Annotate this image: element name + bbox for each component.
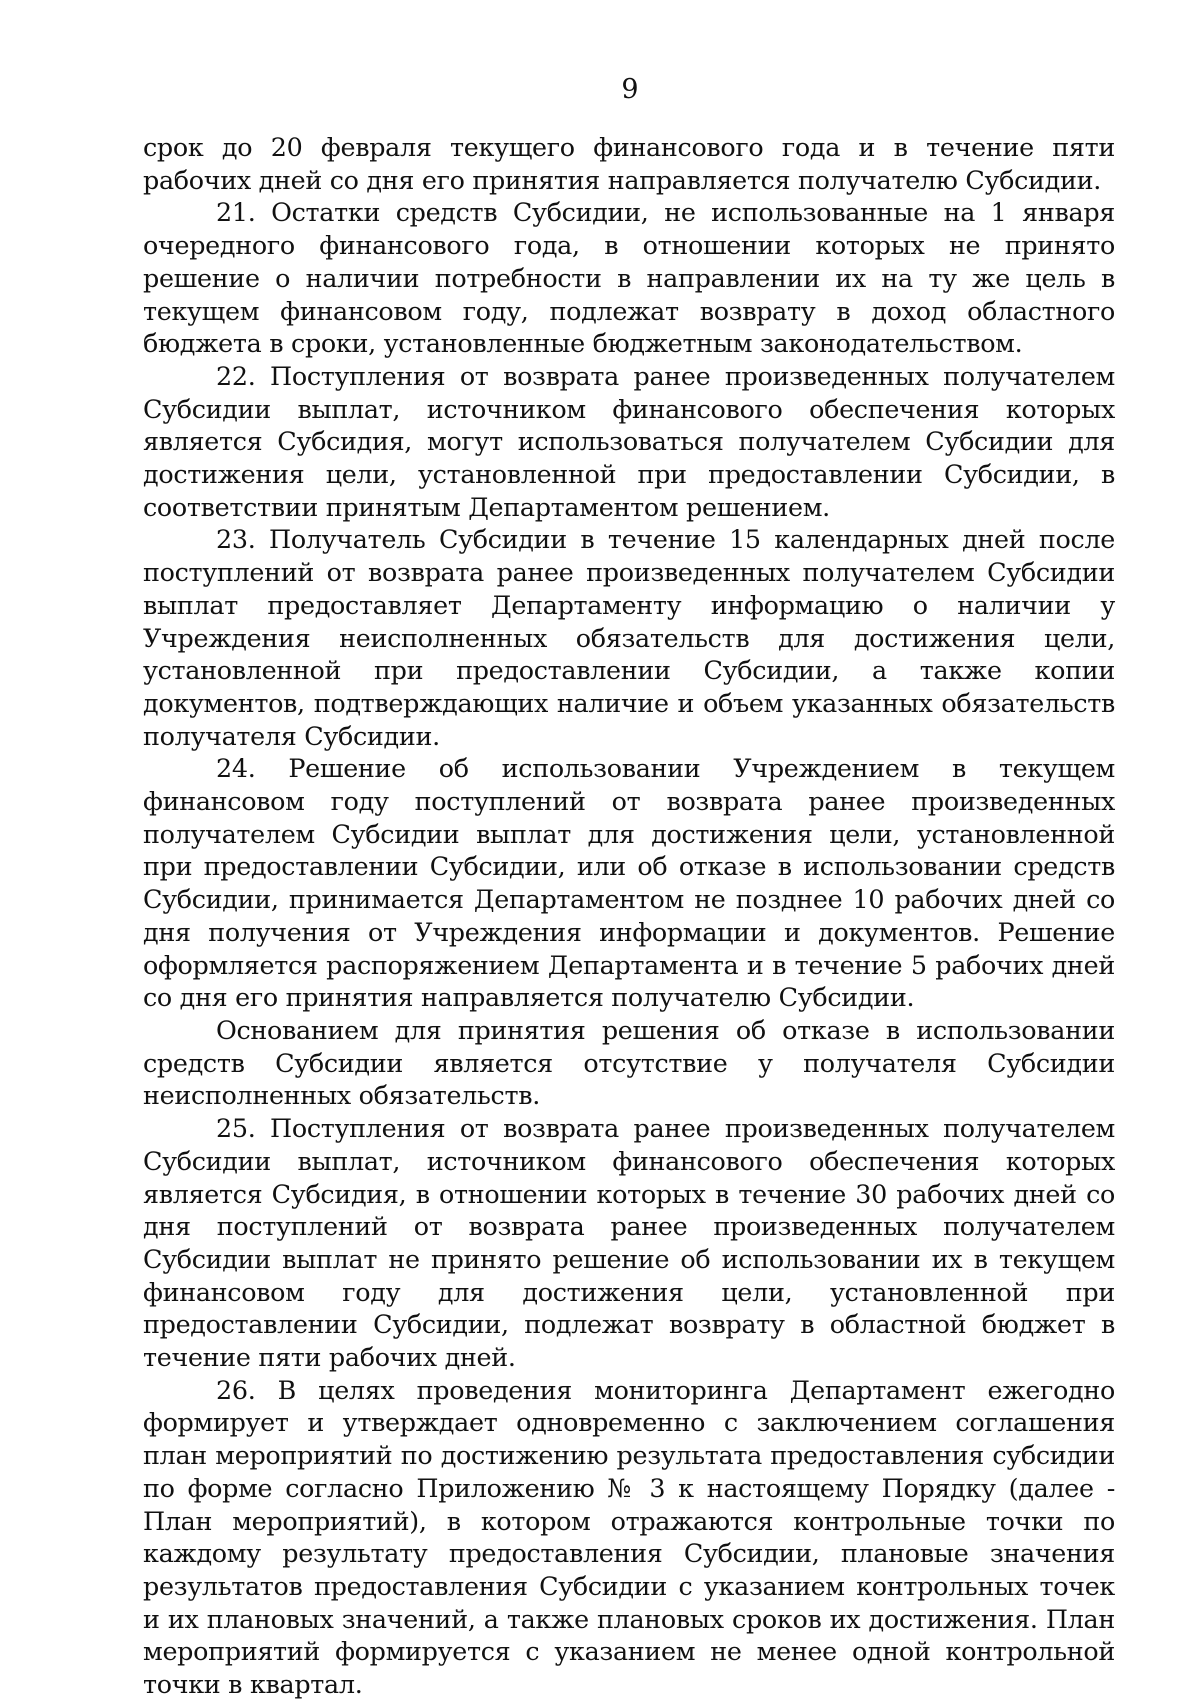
paragraph-21: 21. Остатки средств Субсидии, не использованные на 1 января очередного финансового года, в отношении которых не принято решение о наличии потребности в направлении их на ту же цель в текущем финансовом году, подлежат возврату в доход областного бюджета в сроки, установленные бюджетным законодательством. (143, 197, 1115, 359)
paragraph-continuation: срок до 20 февраля текущего финансового года и в течение пяти рабочих дней со дня его принятия направляется получателю Субсидии. (143, 132, 1115, 195)
paragraph-23: 23. Получатель Субсидии в течение 15 календарных дней после поступлений от возврата ранее произведенных получателем Субсидии выплат предоставляет Департаменту информацию о наличии у Учреждения неисполненных обязательств для достижения цели, установленной при предоставлении Субсидии, а также копии документов, подтверждающих наличие и объем указанных обязательств получателя Субсидии. (143, 524, 1115, 751)
paragraph-24: 24. Решение об использовании Учреждением в текущем финансовом году поступлений от возврата ранее произведенных получателем Субсидии выплат для достижения цели, установленной при предоставлении Субсидии, или об отказе в использовании средств Субсидии, принимается Департаментом не позднее 10 рабочих дней со дня получения от Учреждения информации и документов. Решение оформляется распоряжением Департамента и в течение 5 рабочих дней со дня его принятия направляется получателю Субсидии. (143, 753, 1115, 1013)
document-body (143, 131, 1115, 1701)
paragraph-26: 26. В целях проведения мониторинга Департамент ежегодно формирует и утверждает одновременно с заключением соглашения план мероприятий по достижению результата предоставления субсидии по форме согласно Приложению № 3 к настоящему Порядку (далее - План мероприятий), в котором отражаются контрольные точки по каждому результату предоставления Субсидии, плановые значения результатов предоставления Субсидии с указанием контрольных точек и их плановых значений, а также плановых сроков их достижения. План мероприятий формируется с указанием не менее одной контрольной точки в квартал. (143, 1374, 1115, 1700)
page-number: 9 (621, 74, 639, 105)
paragraph-25: 25. Поступления от возврата ранее произведенных получателем Субсидии выплат, источником финансового обеспечения которых является Субсидия, в отношении которых в течение 30 рабочих дней со дня поступлений от возврата ранее произведенных получателем Субсидии выплат не принято решение об использовании их в текущем финансовом году для достижения цели, установленной при предоставлении Субсидии, подлежат возврату в областной бюджет в течение пяти рабочих дней. (143, 1113, 1115, 1373)
paragraph-24-refusal-basis: Основанием для принятия решения об отказе в использовании средств Субсидии является отсутствие у получателя Субсидии неисполненных обязательств. (143, 1014, 1115, 1111)
paragraph-22: 22. Поступления от возврата ранее произведенных получателем Субсидии выплат, источником финансового обеспечения которых является Субсидия, могут использоваться получателем Субсидии для достижения цели, установленной при предоставлении Субсидии, в соответствии принятым Департаментом решением. (143, 360, 1115, 522)
